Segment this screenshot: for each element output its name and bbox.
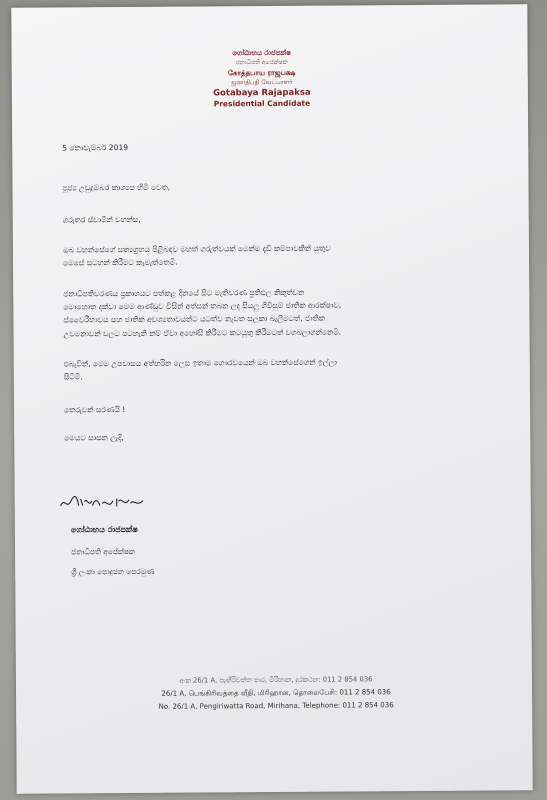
letterhead-name-english: Gotabaya Rajapaksa <box>213 87 311 99</box>
letterhead-name-tamil: கோத்தபாய ராஜபக்ஷ <box>227 68 296 78</box>
signatory-name: ගෝඨාභය රාජපක්ෂ <box>70 524 138 535</box>
letter-addressee: පූජ්‍ය උඩුදුම්බර කාශ්‍යප හිමි වෙත, <box>62 182 171 193</box>
letterhead-name-sinhala: ගෝඨාභය රාජපක්ෂ <box>232 48 291 58</box>
paragraph-1 <box>63 241 483 270</box>
letter-blessing: තෙරුවන් සරණයි ! <box>64 405 126 415</box>
paragraph-line: මෙසේ සටහන් කිරීමට කැමැත්තෙමි. <box>63 257 178 268</box>
handwritten-signature <box>59 487 149 514</box>
signatory-title: ජනාධිපති අපේක්ෂක <box>71 546 135 557</box>
paragraph-line: ඔබ වහන්සේගේ සත්‍යග්‍රහය පිළිබඳව මහත් ගරුත්වයක් මෙන්ම දැඩි කම්පාවකින් යුතුව <box>62 243 331 255</box>
footer-address-tamil: 26/1 A, பெங்கிரிவத்தை வீதி, மிரிஹான, தொலைபேசி: 011 2 854 036 <box>161 688 391 698</box>
letter-closing: මෙයට සාසන ලැදි, <box>64 433 124 443</box>
paragraph-line: එබැවින්, මෙම උපවාසය අත්හරින ලෙස ඉතාම ගෞරවයෙන් ඔබ වහන්සේගෙන් ඉල්ලා <box>63 357 337 369</box>
letterhead-title-english: Presidential Candidate <box>213 98 311 109</box>
paragraph-line: මොහොත දක්වා මෙම ආණ්ඩුව විසින් අත්සන් තබන ලද සියලු ගිවිසුම් ජාතික ආරක්ෂාව, <box>63 300 342 312</box>
footer-address-sinhala: අංක 26/1 A, පැඟිරිවත්ත පාර, මිරිහාන, දුරකථන: 011 2 854 036 <box>179 675 373 685</box>
paragraph-3 <box>64 355 484 384</box>
paragraph-line: උවමනාවන් වලට පටහැනි නම් ඒවා අහෝසි කිරීමට කටයුතු කිරීමටත් වගබලාගන්නෙමි. <box>63 327 342 339</box>
footer-address-english: No. 26/1 A, Pengiriwatta Road, Mirihana, Telephone: 011 2 854 036 <box>158 701 394 711</box>
signatory-party: ශ්‍රී ලංකා පොදුජන පෙරමුණ <box>71 566 155 577</box>
paragraph-line: ජනාධිපතිවරණය ප්‍රකාශයට පත්කළ දිනයේ සිට මැතිවරණ ප්‍රතිඵල නිකුත්වන <box>63 287 305 299</box>
letter-date: 5 නොවැම්බර් 2019 <box>62 142 129 153</box>
paragraph-line: ස්වෛරීභාවය සහ ජාතික අවශ්‍යතාවයන්ට යටත්ව නැවත සලකා බැලීමටත්, ජාතික <box>63 314 325 325</box>
letterhead <box>162 47 362 109</box>
letterhead-title-tamil: ஜனாதிபதி வேட்பாளர் <box>231 78 293 87</box>
paragraph-line: සිටිමි. <box>63 372 83 382</box>
letterhead-title-sinhala: ජනාධිපති අපේක්ෂක <box>235 58 288 67</box>
letter-page <box>11 4 532 794</box>
letter-footer <box>106 673 446 714</box>
letter-salutation: ගරුතර ස්වාමීන් වහන්ස, <box>62 214 141 225</box>
paragraph-2 <box>63 285 483 341</box>
